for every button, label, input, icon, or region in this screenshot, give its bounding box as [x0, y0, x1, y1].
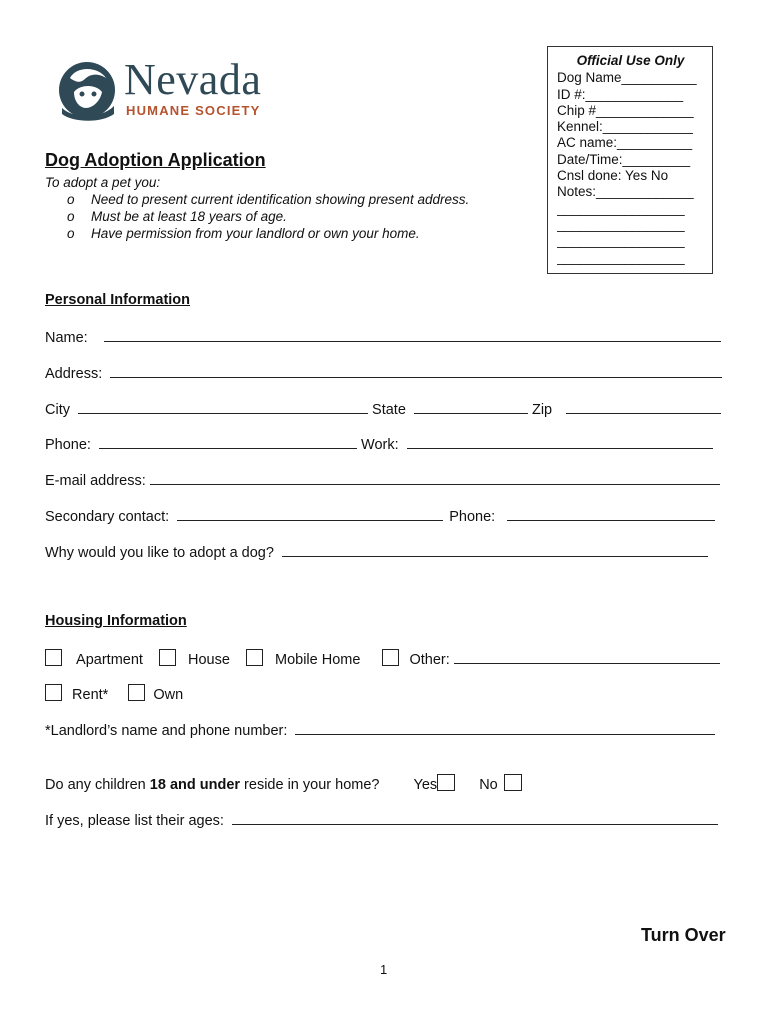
yes-label: Yes: [413, 777, 438, 793]
secondary-phone-label: Phone:: [449, 509, 496, 525]
work-label: Work:: [361, 437, 399, 453]
official-line: ID #:_____________: [557, 86, 684, 102]
official-line: Kennel:____________: [557, 119, 693, 135]
official-line: _________________: [557, 216, 685, 232]
state-field[interactable]: [414, 400, 528, 414]
state-label: State: [372, 402, 406, 418]
apartment-label: Apartment: [76, 652, 143, 668]
no-checkbox[interactable]: [504, 774, 522, 791]
apartment-checkbox[interactable]: [45, 649, 62, 666]
secondary-contact-label: Secondary contact:: [45, 509, 170, 525]
email-label: E-mail address:: [45, 473, 146, 489]
official-use-box: [547, 46, 713, 274]
landlord-field[interactable]: [295, 721, 715, 735]
no-label: No: [479, 777, 498, 793]
name-label: Name:: [45, 330, 88, 346]
official-line: Chip #_____________: [557, 102, 694, 118]
official-line: AC name:__________: [557, 135, 693, 151]
intro-bullet: [45, 208, 469, 225]
children-row: [45, 774, 522, 793]
why-adopt-row: [45, 543, 708, 561]
phone-field[interactable]: [99, 435, 357, 449]
bullet-marker: o: [67, 192, 75, 207]
children-question-pre: Do any children: [45, 777, 150, 793]
landlord-label: *Landlord’s name and phone number:: [45, 723, 288, 739]
intro-bullet: [45, 191, 469, 208]
page-title: Dog Adoption Application: [45, 150, 266, 170]
house-checkbox[interactable]: [159, 649, 176, 666]
zip-label: Zip: [531, 402, 553, 418]
city-field[interactable]: [78, 400, 368, 414]
why-adopt-field[interactable]: [282, 543, 708, 557]
children-question-post: reside in your home?: [240, 777, 380, 793]
why-adopt-label: Why would you like to adopt a dog?: [45, 545, 274, 561]
name-row: [45, 328, 721, 346]
official-line: _________________: [557, 200, 685, 216]
intro-bullet-text: Must be at least 18 years of age.: [91, 209, 287, 224]
other-field[interactable]: [454, 650, 720, 664]
ages-label: If yes, please list their ages:: [45, 813, 224, 829]
intro-bullet: [45, 225, 469, 242]
phone-row: [45, 435, 713, 453]
intro-bullet-text: Need to present current identification showing present address.: [91, 192, 470, 207]
mobile-home-label: Mobile Home: [274, 652, 361, 668]
address-label: Address:: [45, 366, 103, 382]
city-row: [45, 400, 721, 418]
address-row: [45, 364, 722, 382]
secondary-contact-field[interactable]: [177, 507, 443, 521]
intro-bullet-text: Have permission from your landlord or own your home.: [91, 226, 420, 241]
dog-logo-icon: [56, 58, 118, 122]
secondary-contact-row: [45, 507, 715, 525]
logo-name: Nevada: [124, 55, 262, 104]
official-line: _________________: [557, 249, 685, 265]
rent-label: Rent*: [72, 687, 109, 703]
rent-own-row: [45, 684, 183, 703]
mobile-home-checkbox[interactable]: [246, 649, 263, 666]
email-row: [45, 471, 720, 489]
bullet-marker: o: [67, 226, 75, 241]
logo-subtitle: HUMANE SOCIETY: [126, 103, 261, 118]
intro-block: [45, 174, 469, 242]
children-question-bold: 18 and under: [149, 777, 241, 793]
other-checkbox[interactable]: [382, 649, 399, 666]
housing-info-heading: Housing Information: [45, 613, 187, 629]
yes-checkbox[interactable]: [437, 774, 455, 791]
housing-type-row: [45, 649, 720, 668]
rent-checkbox[interactable]: [45, 684, 62, 701]
page-number: 1: [380, 962, 388, 977]
zip-field[interactable]: [566, 400, 721, 414]
own-checkbox[interactable]: [128, 684, 145, 701]
official-line: Date/Time:_________: [557, 151, 691, 167]
landlord-row: [45, 721, 715, 739]
ages-field[interactable]: [232, 811, 718, 825]
official-use-heading: Official Use Only: [576, 53, 685, 68]
ages-row: [45, 811, 718, 829]
city-label: City: [45, 402, 70, 418]
work-phone-field[interactable]: [407, 435, 713, 449]
name-field[interactable]: [104, 328, 721, 342]
official-line: Cnsl done: Yes No: [557, 168, 669, 184]
personal-info-heading: Personal Information: [45, 292, 191, 308]
other-label: Other:: [409, 652, 450, 668]
official-line: Notes:_____________: [557, 184, 694, 200]
address-field[interactable]: [110, 364, 722, 378]
intro-lead: To adopt a pet you:: [45, 175, 161, 190]
official-line: _________________: [557, 233, 685, 249]
email-field[interactable]: [150, 471, 720, 485]
bullet-marker: o: [67, 209, 75, 224]
house-label: House: [188, 652, 230, 668]
official-line: Dog Name__________: [557, 70, 697, 86]
turn-over-note: Turn Over: [641, 925, 726, 945]
secondary-phone-field[interactable]: [507, 507, 715, 521]
own-label: Own: [153, 687, 184, 703]
phone-label: Phone:: [45, 437, 91, 453]
